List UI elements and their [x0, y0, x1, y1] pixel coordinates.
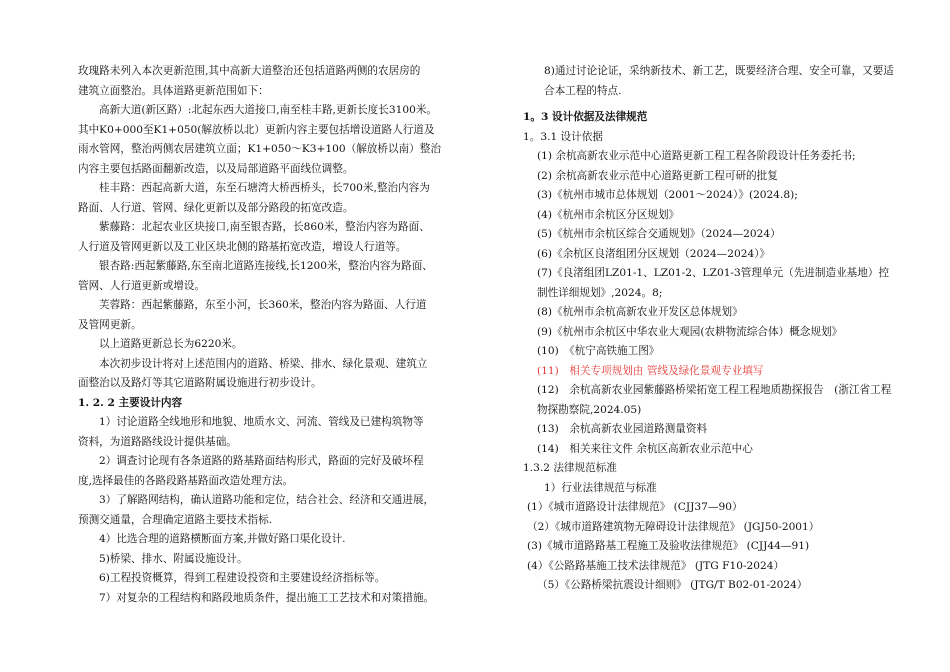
paragraph-line: 面整治以及路灯等其它道路附属设施进行初步设计。 — [78, 377, 322, 389]
paragraph-line: 3）了解路网结构，确认道路功能和定位，结合社会、经济和交通进展， — [99, 494, 435, 506]
basis-item: (12) 余杭高新农业园紫藤路桥梁拓宽工程工程地质勘探报告 (浙江省工程物探勘察院,2024.05) — [537, 384, 892, 416]
paragraph-line: 其中K0+000至K1+050(解放桥以北）更新内容主要包括增设道路人行道及 — [78, 123, 435, 136]
paragraph-line: 芙蓉路：西起紫藤路，东至小河，长360米，整治内容为路面、人行道 — [99, 299, 427, 311]
paragraph-line: 桂丰路：西起高新大道，东至石塘湾大桥西桥头，长700米,整治内容为 — [99, 182, 430, 194]
paragraph-line: 1）讨论道路全线地形和地貌、地质水文、河流、管线及已建构筑物等 — [99, 416, 424, 428]
section-heading: 1。3 设计依据及法律规范 — [523, 111, 648, 123]
paragraph-line: 资料，为道路路线设计提供基础。 — [78, 435, 237, 448]
paragraph-line: 及管网更新。 — [78, 318, 142, 331]
paragraph-line: 5)桥梁、排水、附属设施设计。 — [99, 552, 248, 565]
law-intro: 1）行业法律规范与标准 — [544, 481, 657, 494]
paragraph-line: 2）调查讨论现有各条道路的路基路面结构形式，路面的完好及破坏程 — [99, 455, 424, 467]
basis-item: (9)《杭州市余杭区中华农业大观园(农耕物流综合体）概念规划》 — [537, 325, 843, 338]
paragraph-line: 管网、人行道更新或增设。 — [78, 279, 206, 292]
law-item: （5）《公路桥梁抗震设计细则》 (JTG/T B02-01-2024） — [537, 579, 808, 591]
basis-item-highlight: (11) 相关专项规划由 管线及绿化景观专业填写 — [537, 364, 764, 377]
sub-heading: 1。3.1 设计依据 — [523, 130, 603, 143]
paragraph-line: 度,选择最佳的各路段路基路面改造处理方法。 — [78, 474, 294, 487]
paragraph-line: 紫藤路：北起农业区块接口,南至银杏路，长860米，整治内容为路面、 — [99, 221, 430, 233]
paragraph-line: 本次初步设计将对上述范围内的道路、桥梁、排水、绿化景观、建筑立 — [99, 357, 428, 370]
paragraph-line: 玫瑰路未列入本次更新范围,其中高新大道整治还包括道路两侧的农居房的 — [78, 65, 421, 77]
basis-item: (5)《杭州市余杭区综合交通规划》（2024—2024） — [537, 228, 781, 240]
paragraph-line: 以上道路更新总长为6220米。 — [99, 338, 243, 350]
paragraph-line: 银杏路:西起紫藤路,东至南北道路连接线,长1200米，整治内容为路面、 — [99, 260, 433, 272]
spacer — [523, 101, 896, 108]
sub-heading: 1.3.2 法律规范标准 — [523, 462, 617, 474]
left-column — [78, 62, 448, 608]
paragraph-line: 雨水管网，整治两侧农居建筑立面；K1+050～K3+100（解放桥以南）整治 — [78, 143, 441, 155]
right-column — [523, 62, 896, 596]
paragraph-line: 建筑立面整治。具体道路更新范围如下： — [78, 84, 269, 97]
law-item: (4）《公路路基施工技术法律规范》 (JTG F10-2024） — [527, 559, 785, 572]
paragraph-line: 预测交通量，合理确定道路主要技术指标. — [78, 513, 273, 526]
basis-item: (6)《余杭区良渚组团分区规划（2024—2024）》 — [537, 247, 771, 260]
design-item-8: 8)通过讨论论证，采纳新技术、新工艺，既要经济合理、安全可靠，又要适合本工程的特点. — [544, 65, 894, 97]
basis-item: (4)《杭州市余杭区分区规划》 — [537, 208, 680, 221]
basis-item: (8)《杭州市余杭高新农业开发区总体规划》 — [537, 306, 743, 318]
section-heading: 1. 2. 2 主要设计内容 — [78, 396, 183, 409]
law-item: (3)《城市道路路基工程施工及验收法律规范》 (CJJ44—91) — [527, 540, 810, 552]
paragraph-line: 4）比选合理的道路横断面方案,并做好路口渠化设计. — [99, 533, 346, 545]
paragraph-line: 路面、人行道、管网、绿化更新以及部分路段的拓宽改造。 — [78, 201, 354, 214]
law-item: (1）《城市道路设计法律规范》 (CJJ37—90） — [527, 501, 743, 513]
basis-item: (3)《杭州市城市总体规划（2001～2024）》(2024.8); — [537, 189, 798, 201]
paragraph-line: 6)工程投资概算，得到工程建设投资和主要建设经济指标等。 — [99, 572, 386, 584]
basis-item: (7)《良渚组团LZ01-1、LZ01-2、LZ01-3管理单元（先进制造业基地）控制性详细规划》,2024。8; — [537, 267, 890, 299]
basis-item: (1) 余杭高新农业示范中心道路更新工程工程各阶段设计任务委托书; — [537, 150, 856, 162]
paragraph-line: 内容主要包括路面翻新改造，以及局部道路平面线位调整。 — [78, 162, 354, 175]
paragraph-line: 人行道及管网更新以及工业区块北侧的路基拓宽改造，增设人行道等。 — [78, 240, 407, 253]
law-item: （2）《城市道路建筑物无障碍设计法律规范》 (JGJ50-2001） — [527, 520, 820, 533]
basis-item: (13) 余杭高新农业园道路测量资料 — [537, 423, 708, 435]
paragraph-line: 高新大道(新区路）:北起东西大道接口,南至桂丰路,更新长度长3100米。 — [99, 104, 438, 116]
basis-item: (2) 余杭高新农业示范中心道路更新工程可研的批复 — [537, 169, 778, 182]
paragraph-line: 7）对复杂的工程结构和路段地质条件，提出施工工艺技术和对策措施。 — [99, 591, 435, 604]
basis-item: (14) 相关来往文件 余杭区高新农业示范中心 — [537, 442, 753, 455]
basis-item: (10) 《杭宁高铁施工图》 — [537, 345, 660, 357]
